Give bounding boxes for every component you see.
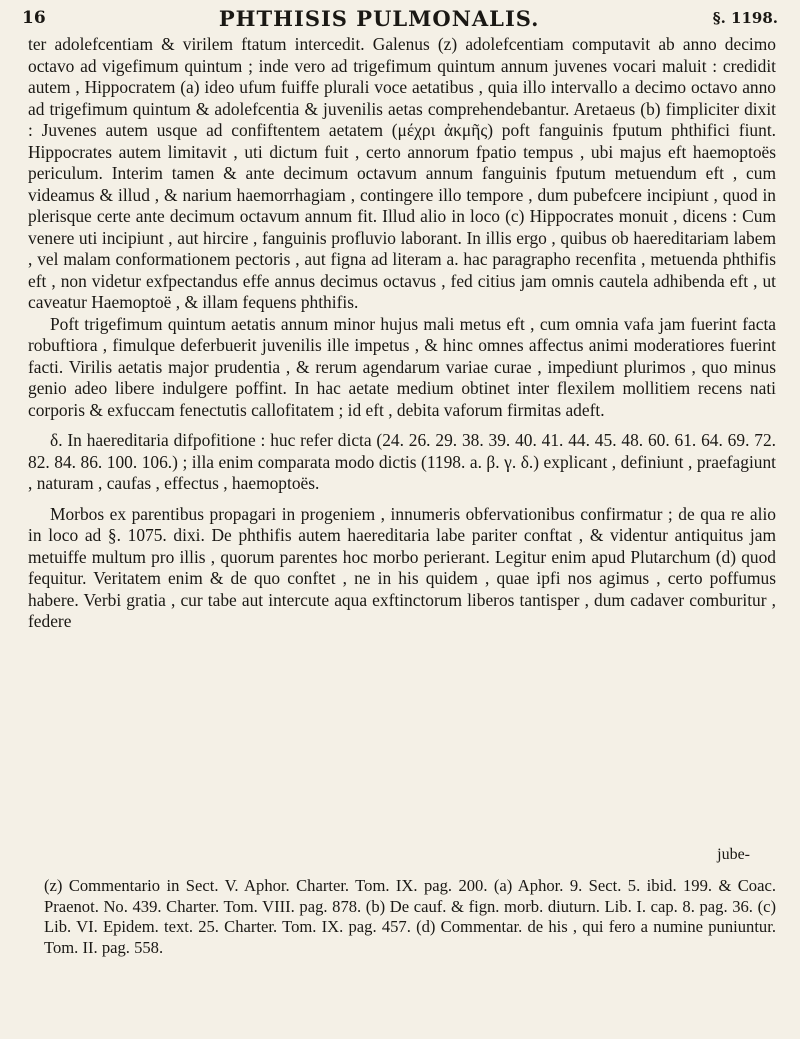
footnotes: [28, 876, 776, 958]
page-header: [22, 2, 778, 34]
paragraph: Morbos ex parentibus propagari in progeniem , innumeris obfervationibus confirmatur ; de qua re alio in loco ad §. 1075. dixi. De phthifis autem haereditaria labe pariter conftat , & videntur antiquitus jam metuiffe multum pro illis , quorum parentes hoc morbo perierant. Legitur enim apud Plutarchum (d) quod fequitur. Veritatem enim & de quo conftet , ne in his quidem , quae ipfi nos agimus , certo poffumus habere. Verbi gratia , cur tabe aut intercute aqua exftinctorum liberos tantisper , dum cadaver comburitur , federe: [28, 503, 776, 631]
section-number: §. 1198.: [712, 9, 778, 27]
page-number: 16: [22, 8, 46, 28]
running-title: PHTHISIS PULMONALIS.: [218, 5, 540, 31]
catchword: jube-: [717, 846, 750, 863]
paragraph: Poft trigefimum quintum aetatis annum minor hujus mali metus eft , cum omnia vafa jam fuerint facta robuftiora , fimulque deferbuerit juvenilis ille impetus , & hinc omnes affectus animi moderatiores fuerint facti. Virilis aetatis major prudentia , & rerum agendarum variae curae , impediunt plurimos , quo minus genio adeo libere indulgere poffint. In hac aetate medium obtinet inter flexilem mollitiem recens nati corporis & exfuccam fenectutis callofitatem ; id eft , debita vaforum firmitas adeft.: [28, 313, 776, 420]
paragraph: δ. In haereditaria difpofitione : huc refer dicta (24. 26. 29. 38. 39. 40. 41. 44. 45. 48. 60. 61. 64. 69. 72. 82. 84. 86. 100. 106.) ; illa enim comparata modo dictis (1198. a. β. γ. δ.) explicant , definiunt , praefagiunt , naturam , caufas , effectus , haemoptoës.: [28, 430, 776, 493]
main-text: [28, 34, 776, 633]
footnote: (z) Commentario in Sect. V. Aphor. Charter. Tom. IX. pag. 200. (a) Aphor. 9. Sect. 5. ibid. 199. & Coac. Praenot. No. 439. Charter. Tom. VIII. pag. 878. (b) De cauf. & fign. morb. diuturn. Lib. I. cap. 8. pag. 36. (c) Lib. VI. Epidem. text. 25. Charter. Tom. IX. pag. 457. (d) Commentar. de his , qui fero a numine puniuntur. Tom. II. pag. 558.: [44, 876, 776, 957]
paragraph: ter adolefcentiam & virilem ftatum intercedit. Galenus (z) adolefcentiam computavit ab anno decimo octavo ad vigefimum quintum ; inde vero ad trigefimum quintum annum juvenes vocari maluit : credidit autem , Hippocratem (a) ideo ufum fuiffe plurali voce aetatibus , quia illo intervallo a decimo octavo anno ad trigefimum quintum & adolefcentia & juvenilis aetas comprehendebantur. Aretaeus (b) fimpliciter dixit : Juvenes autem usque ad confiftentem aetatem (μέχρι ἀκμῆς) poft fanguinis fputum phthifici fiunt. Hippocrates autem limitavit , uti dictum fuit , certo annorum fpatio tempus , ubi majus eft haemoptoës periculum. Interim tamen & ante decimum octavum annum fanguinis fputum metuendum eft , cum videamus & illud , & narium haemorrhagiam , contingere illo tempore , dum pubefcere incipiunt , quod in plerisque certe ante decimum octavum annum fit. Illud alio in loco (c) Hippocrates monuit , dicens : Cum venere uti incipiunt , aut hircire , fanguinis profluvio laborant. In illis ergo , quibus ob haereditariam labem , vel malam conformationem pectoris , aut figna ad literam a. hac paragrapho recenfita , metuenda phthifis eft , non videtur exfpectandus effe annus decimus octavus , fed citius jam omnis cautela adhibenda eft , ut caveatur Haemoptoë , & illam fequens phthifis.: [28, 34, 776, 312]
